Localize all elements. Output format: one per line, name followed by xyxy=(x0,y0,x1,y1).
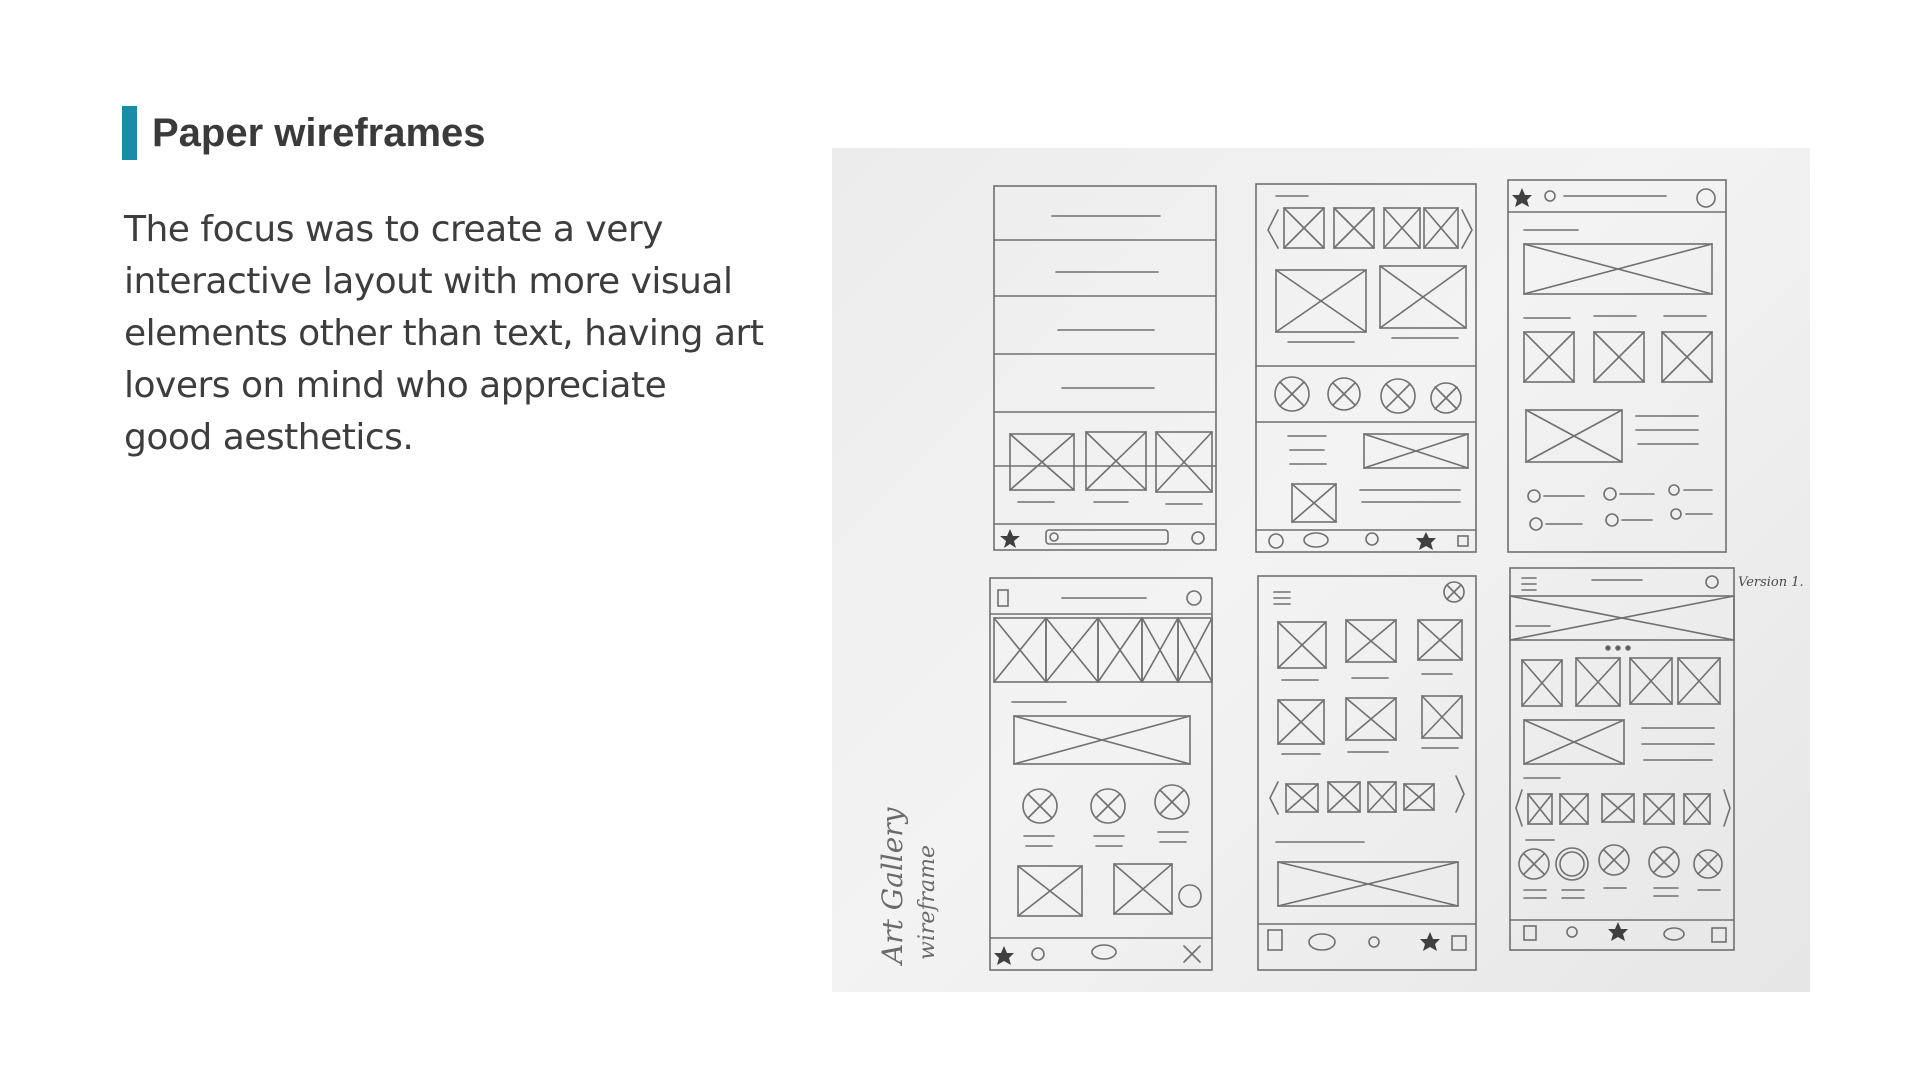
wireframe-sketch xyxy=(832,148,1810,992)
slide-title: Paper wireframes xyxy=(152,111,486,155)
sketch-phone-6 xyxy=(1510,568,1734,950)
handwriting-version-note: Version 1. xyxy=(1738,575,1804,590)
title-accent-bar xyxy=(122,106,137,160)
sketch-phone-5 xyxy=(1258,576,1476,970)
handwriting-title: Art Gallery xyxy=(876,807,909,964)
sketch-phone-3 xyxy=(1508,180,1726,552)
slide-body-text: The focus was to create a very interactive layout with more visual elements other than text, having art lovers on mind who appreciate good aesthetics. xyxy=(124,209,764,458)
sketch-phone-1 xyxy=(994,186,1216,550)
sketch-phone-4 xyxy=(990,578,1212,970)
sketch-phone-2 xyxy=(1256,184,1476,552)
paper-wireframes-photo xyxy=(832,148,1810,992)
handwriting-subtitle: wireframe xyxy=(915,844,940,960)
